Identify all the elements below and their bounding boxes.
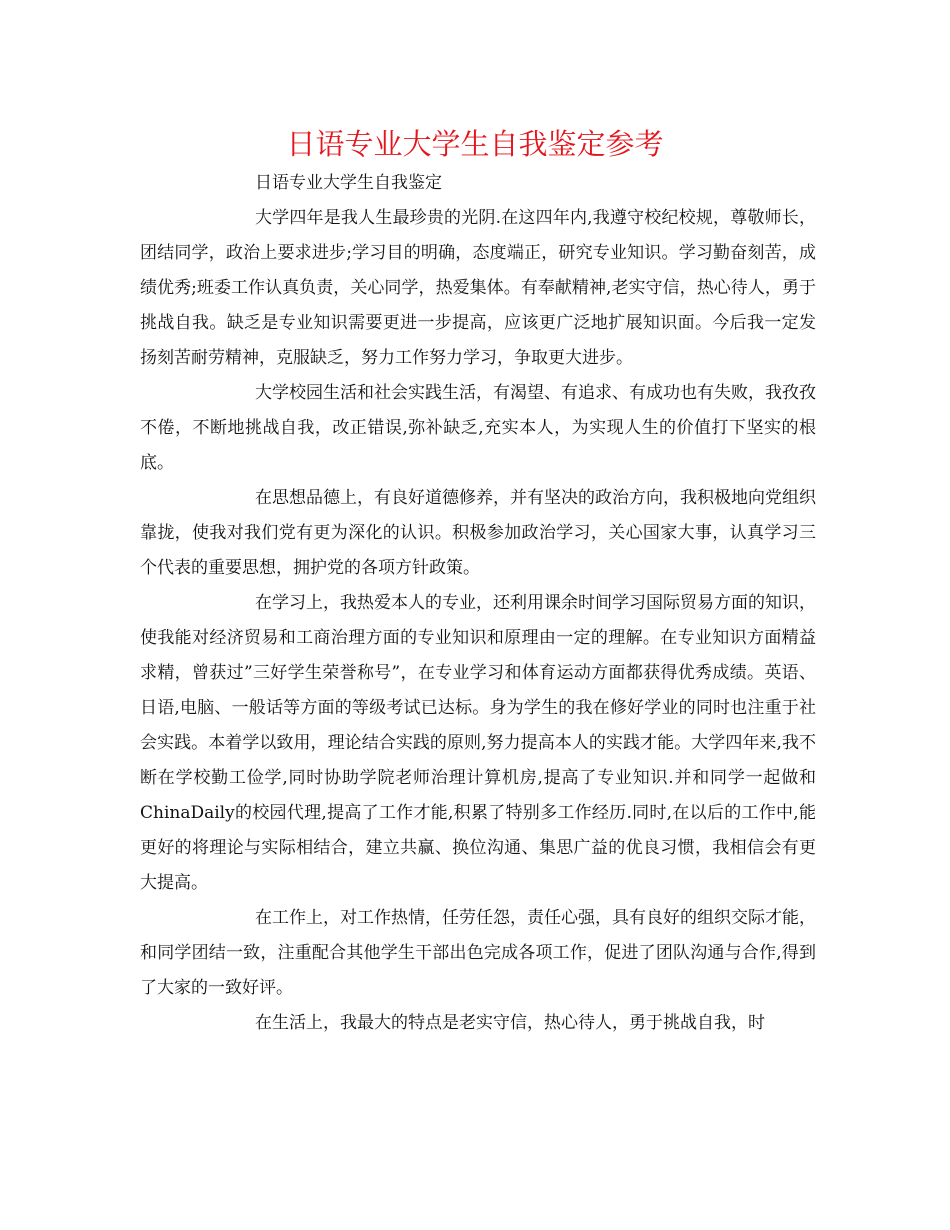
document-subtitle: 日语专业大学生自我鉴定 [255, 173, 442, 193]
paragraph-ideology: 在思想品德上，有良好道德修养，并有坚决的政治方向，我积极地向党组织靠拢，使我对我们党有更为深化的认识。积极参加政治学习，关心国家大事，认真学习三个代表的重要思想，拥护党的各项方针政策。 [140, 488, 816, 578]
paragraph-intro: 大学四年是我人生最珍贵的光阴.在这四年内,我遵守校纪校规，尊敬师长，团结同学，政治上要求进步;学习目的明确，态度端正，研究专业知识。学习勤奋刻苦，成绩优秀;班委工作认真负责，关心同学，热爱集体。有奉献精神,老实守信，热心待人，勇于挑战自我。缺乏是专业知识需要更进一步提高，应该更广泛地扩展知识面。今后我一定发扬刻苦耐劳精神，克服缺乏，努力工作努力学习，争取更大进步。 [140, 208, 816, 368]
paragraph-life: 在生活上，我最大的特点是老实守信，热心待人，勇于挑战自我，时 [255, 1013, 765, 1033]
paragraph-campus-life: 大学校园生活和社会实践生活，有渴望、有追求、有成功也有失败，我孜孜不倦，不断地挑战自我，改正错误,弥补缺乏,充实本人，为实现人生的价值打下坚实的根底。 [140, 383, 816, 473]
document-title: 日语专业大学生自我鉴定参考 [286, 127, 664, 161]
document-body [140, 166, 816, 1041]
paragraph-study: 在学习上，我热爱本人的专业，还利用课余时间学习国际贸易方面的知识，使我能对经济贸易和工商治理方面的专业知识和原理由一定的理解。在专业知识方面精益求精，曾获过”三好学生荣誉称号”，在专业学习和体育运动方面都获得优秀成绩。英语、日语,电脑、一般话等方面的等级考试已达标。身为学生的我在修好学业的同时也注重于社会实践。本着学以致用，理论结合实践的原则,努力提高本人的实践才能。大学四年来,我不断在学校勤工俭学,同时协助学院老师治理计算机房,提高了专业知识.并和同学一起做和ChinaDaily的校园代理,提高了工作才能,积累了特别多工作经历.同时,在以后的工作中,能更好的将理论与实际相结合，建立共赢、换位沟通、集思广益的优良习惯，我相信会有更大提高。 [140, 593, 816, 893]
paragraph-work: 在工作上，对工作热情，任劳任怨，责任心强，具有良好的组织交际才能，和同学团结一致，注重配合其他学生干部出色完成各项工作，促进了团队沟通与合作,得到了大家的一致好评。 [140, 908, 816, 998]
